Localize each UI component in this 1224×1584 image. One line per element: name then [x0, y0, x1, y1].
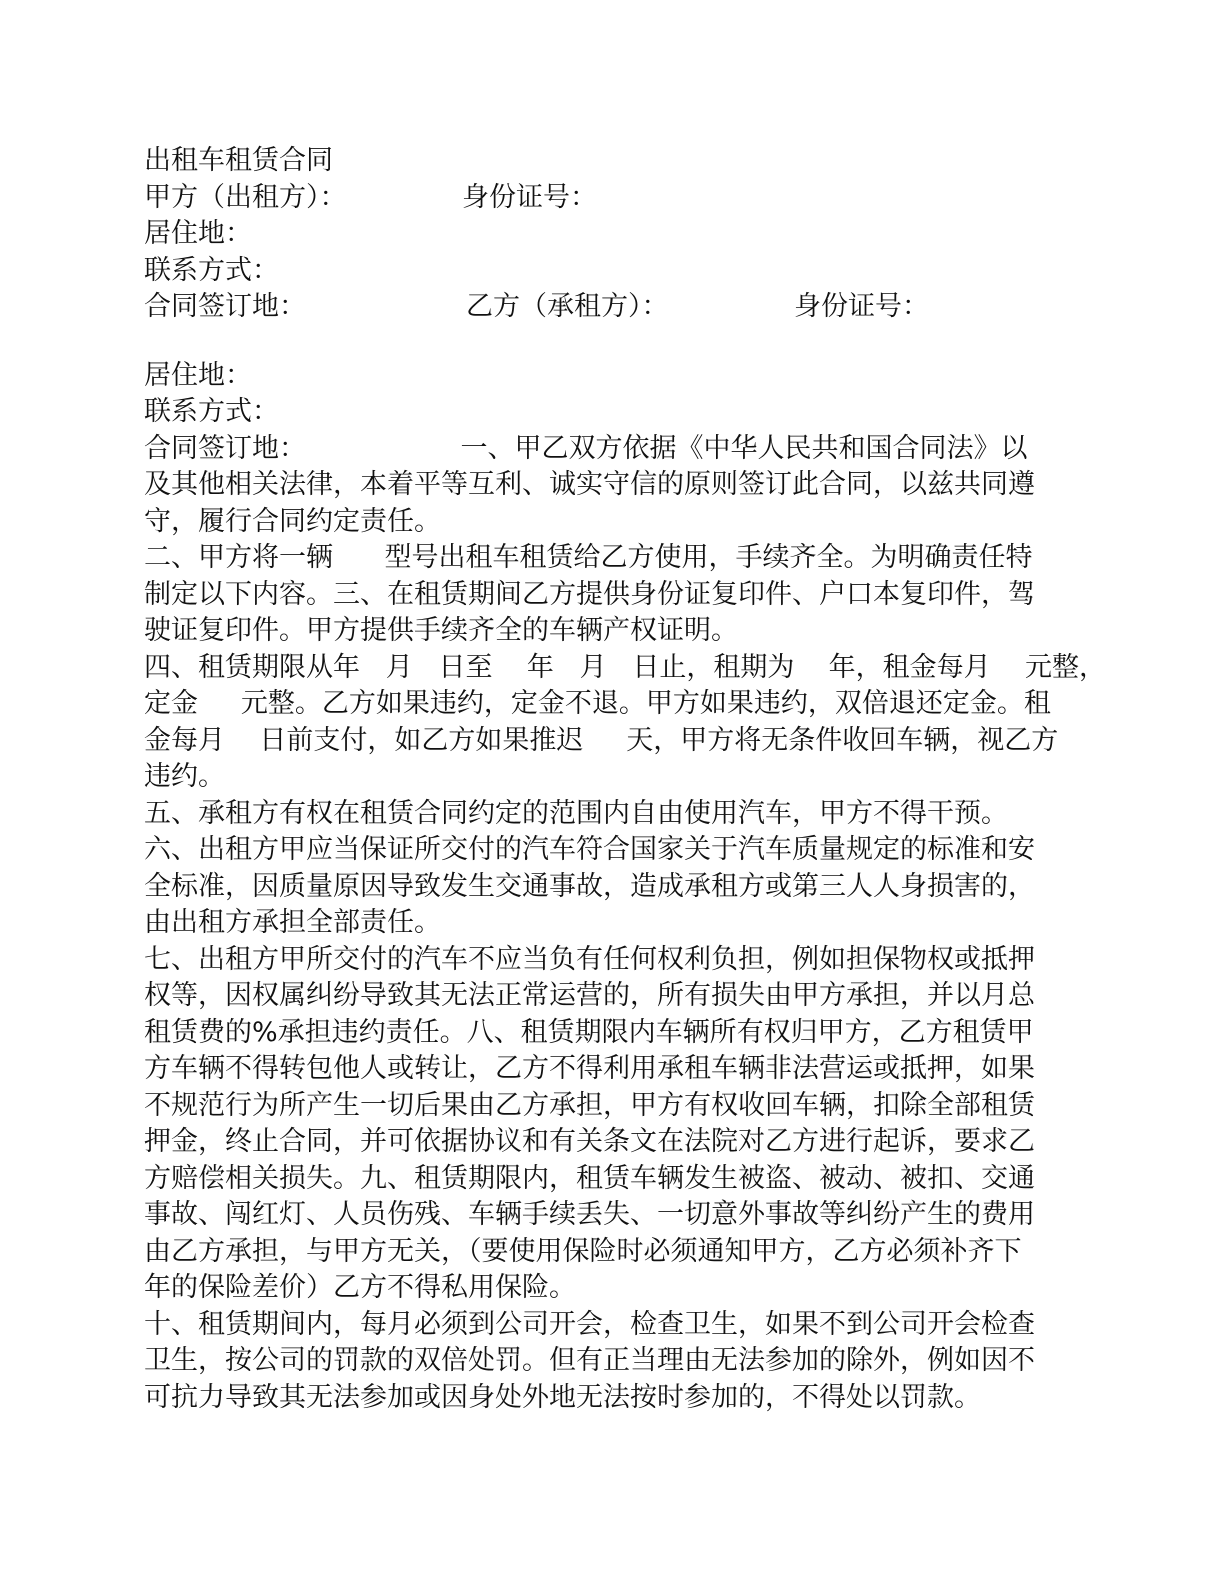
body-line: 六、出租方甲应当保证所交付的汽车符合国家关于汽车质量规定的标准和安 [144, 834, 1035, 865]
body-line: 权等，因权属纠纷导致其无法正常运营的，所有损失由甲方承担，并以月总 [144, 980, 1035, 1011]
body-line: 卫生，按公司的罚款的双倍处罚。但有正当理由无法参加的除外，例如因不 [144, 1345, 1035, 1376]
body-line: 金每月 日前支付，如乙方如果推迟 天，甲方将无条件收回车辆，视乙方 [144, 724, 1059, 756]
body-line: 十、租赁期间内，每月必须到公司开会，检查卫生，如果不到公司开会检查 [144, 1308, 1035, 1340]
body-line: 七、出租方甲所交付的汽车不应当负有任何权利负担，例如担保物权或抵押 [144, 943, 1035, 975]
party-a-residence: 居住地： [144, 218, 252, 249]
party-b-contact: 联系方式： [144, 396, 279, 427]
body-line: 合同签订地： 一、甲乙双方依据《中华人民共和国合同法》以 [144, 432, 1028, 464]
sign-place-label: 合同签订地： [144, 291, 306, 322]
body-line: 全标准，因质量原因导致发生交通事故，造成承租方或第三人人身损害的， [144, 870, 1035, 902]
body-line: 不规范行为所产生一切后果由乙方承担，甲方有权收回车辆，扣除全部租赁 [144, 1089, 1035, 1121]
body-line: 制定以下内容。三、在租赁期间乙方提供身份证复印件、户口本复印件，驾 [144, 578, 1035, 610]
body-line: 方赔偿相关损失。九、租赁期限内，租赁车辆发生被盗、被动、被扣、交通 [144, 1162, 1035, 1194]
body-line: 可抗力导致其无法参加或因身处外地无法按时参加的，不得处以罚款。 [144, 1381, 981, 1413]
party-b-label: 乙方（承租方）： [466, 291, 669, 322]
body-line: 违约。 [144, 761, 225, 792]
body-line: 由乙方承担，与甲方无关，（要使用保险时必须通知甲方，乙方必须补齐下 [144, 1235, 1022, 1267]
party-a-label: 甲方（出租方）： [144, 181, 347, 213]
body-line: 四、租赁期限从年 月 日至 年 月 日止，租期为 年，租金每月 元整， [144, 651, 1106, 683]
body-line: 事故、闯红灯、人员伤残、车辆手续丢失、一切意外事故等纠纷产生的费用 [144, 1199, 1035, 1230]
body-line: 守，履行合同约定责任。 [144, 505, 441, 537]
body-line: 方车辆不得转包他人或转让，乙方不得利用承租车辆非法营运或抵押，如果 [144, 1053, 1035, 1084]
contract-body [144, 431, 1106, 1417]
party-a-id-label: 身份证号： [462, 181, 597, 213]
body-line: 年的保险差价）乙方不得私用保险。 [144, 1272, 576, 1303]
body-line: 租赁费的%承担违约责任。八、租赁期限内车辆所有权归甲方，乙方租赁甲 [144, 1016, 1034, 1048]
body-line: 及其他相关法律，本着平等互利、诚实守信的原则签订此合同，以兹共同遵 [144, 469, 1035, 500]
body-line: 二、甲方将一辆 型号出租车租赁给乙方使用，手续齐全。为明确责任特 [144, 542, 1033, 573]
body-line: 定金 元整。乙方如果违约，定金不退。甲方如果违约，双倍退还定金。租 [144, 688, 1051, 719]
party-b-id-label: 身份证号： [794, 291, 929, 322]
party-a-row [144, 180, 1064, 217]
body-line: 由出租方承担全部责任。 [144, 907, 441, 938]
contract-page [144, 143, 1106, 1416]
party-b-row [144, 289, 1064, 326]
body-line: 驶证复印件。甲方提供手续齐全的车辆产权证明。 [144, 615, 738, 646]
spacer [144, 326, 1064, 358]
party-a-contact: 联系方式： [144, 254, 279, 286]
body-line: 五、承租方有权在租赁合同约定的范围内自由使用汽车，甲方不得干预。 [144, 797, 1008, 829]
party-b-residence: 居住地： [144, 359, 252, 391]
document-title: 出租车租赁合同 [144, 145, 333, 176]
body-line: 押金，终止合同，并可依据协议和有关条文在法院对乙方进行起诉，要求乙 [144, 1126, 1035, 1157]
